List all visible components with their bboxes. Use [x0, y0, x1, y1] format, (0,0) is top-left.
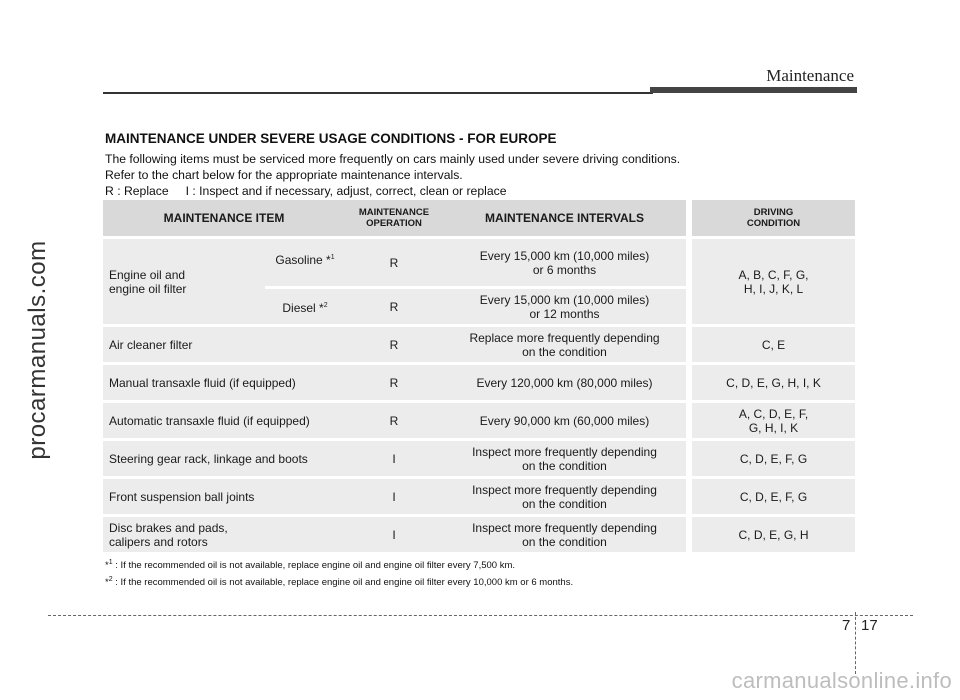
- footnote-ref: 2: [323, 301, 328, 309]
- condition-cell: C, D, E, F, G: [692, 479, 855, 517]
- col-header-condition: [692, 200, 855, 239]
- fuel-label: Diesel *: [282, 300, 324, 315]
- interval-cell: Every 120,000 km (80,000 miles): [443, 365, 686, 403]
- legend-line: R : Replace I : Inspect and if necessary, adjust, correct, clean or replace: [105, 184, 507, 198]
- item-cell: Steering gear rack, linkage and boots: [103, 441, 345, 479]
- col-header-operation: [345, 200, 443, 239]
- interval-cell: [443, 517, 686, 555]
- condition-cell: C, D, E, G, H, I, K: [692, 365, 855, 403]
- col-header-operation-line: OPERATION: [366, 218, 422, 229]
- interval-cell: [443, 479, 686, 517]
- table-row: [103, 327, 855, 365]
- intro-line: The following items must be serviced more frequently on cars mainly used under severe driving conditions.: [105, 152, 681, 166]
- item-cell: Manual transaxle fluid (if equipped): [103, 365, 345, 403]
- table-row: [103, 239, 855, 289]
- footer-divider: [855, 612, 856, 674]
- interval-line: Replace more frequently depending: [469, 330, 660, 345]
- operation-cell: R: [345, 327, 443, 365]
- footer-watermark: carmanualsonline.info: [731, 668, 952, 693]
- interval-line: on the condition: [522, 534, 607, 549]
- interval-line: on the condition: [522, 496, 607, 511]
- condition-line: A, C, D, E, F,: [738, 406, 809, 421]
- table-row: [103, 479, 855, 517]
- operation-cell: R: [345, 289, 443, 327]
- item-line: Air cleaner filter: [109, 337, 193, 352]
- footnote-ref: 1: [108, 559, 113, 566]
- footnote-mark: *: [105, 577, 109, 589]
- interval-line: Inspect more frequently depending: [472, 482, 657, 497]
- footnote-ref: 2: [108, 576, 113, 583]
- item-cell: [103, 517, 345, 555]
- condition-line: G, H, I, K: [748, 420, 799, 435]
- interval-cell: [443, 289, 686, 327]
- chapter-number: 7: [842, 617, 851, 634]
- table-row: [103, 441, 855, 479]
- fuel-label: Gasoline *: [275, 253, 331, 267]
- table-row: [103, 365, 855, 403]
- col-header-operation-line: MAINTENANCE: [358, 207, 430, 218]
- col-header-condition-line: DRIVING: [753, 207, 794, 218]
- footnote: [105, 576, 573, 588]
- condition-cell: [692, 239, 855, 327]
- interval-line: on the condition: [522, 344, 607, 359]
- page-number: 17: [861, 617, 878, 634]
- interval-line: or 12 months: [529, 306, 600, 321]
- operation-cell: I: [345, 479, 443, 517]
- item-cell: Automatic transaxle fluid (if equipped): [103, 403, 345, 441]
- interval-line: Every 15,000 km (10,000 miles): [479, 248, 650, 263]
- interval-cell: [443, 441, 686, 479]
- col-header-condition-line: CONDITION: [746, 218, 801, 229]
- intro-line: Refer to the chart below for the appropriate maintenance intervals.: [105, 168, 463, 182]
- fuel-diesel: [265, 289, 345, 327]
- operation-cell: R: [345, 365, 443, 403]
- page-title: MAINTENANCE UNDER SEVERE USAGE CONDITIONS - FOR EUROPE: [105, 131, 557, 146]
- footnote-text: : If the recommended oil is not available, replace engine oil and engine oil filter every 10,000 km or 6 months.: [112, 577, 574, 589]
- item-cell: [103, 327, 345, 365]
- maintenance-table: [103, 200, 855, 555]
- footnote: [105, 559, 515, 571]
- condition-cell: [692, 403, 855, 441]
- table-header-row: [103, 200, 855, 239]
- side-watermark: procarmanuals.com: [24, 240, 51, 460]
- header-rule: [103, 92, 653, 94]
- condition-line: H, I, J, K, L: [743, 281, 804, 296]
- footnote-text: : If the recommended oil is not available, replace engine oil and engine oil filter every 7,500 km.: [112, 560, 516, 572]
- item-cell: Front suspension ball joints: [103, 479, 345, 517]
- condition-cell: C, E: [692, 327, 855, 365]
- interval-line: Inspect more frequently depending: [472, 444, 657, 459]
- item-line: engine oil filter: [109, 281, 187, 296]
- interval-cell: Every 90,000 km (60,000 miles): [443, 403, 686, 441]
- operation-cell: I: [345, 517, 443, 555]
- condition-line: A, B, C, F, G,: [738, 267, 809, 282]
- item-line: Disc brakes and pads,: [109, 520, 228, 535]
- footer-rule: [48, 615, 913, 616]
- footnote-ref: 1: [330, 254, 335, 261]
- item-engine-oil: [103, 239, 265, 327]
- table-row: [103, 403, 855, 441]
- interval-line: Every 15,000 km (10,000 miles): [479, 292, 650, 307]
- header-rule-accent: [650, 87, 857, 93]
- item-line: Engine oil and: [109, 267, 186, 282]
- fuel-gasoline: [265, 239, 345, 289]
- operation-cell: R: [345, 239, 443, 289]
- col-header-intervals: MAINTENANCE INTERVALS: [443, 200, 686, 239]
- section-header: Maintenance: [766, 66, 854, 85]
- interval-cell: [443, 239, 686, 289]
- item-line: calipers and rotors: [109, 534, 208, 549]
- footnote-mark: *: [105, 560, 109, 572]
- operation-cell: R: [345, 403, 443, 441]
- interval-line: or 6 months: [532, 262, 597, 277]
- condition-cell: C, D, E, F, G: [692, 441, 855, 479]
- condition-cell: C, D, E, G, H: [692, 517, 855, 555]
- col-header-item: MAINTENANCE ITEM: [103, 200, 345, 239]
- interval-line: Inspect more frequently depending: [472, 520, 657, 535]
- interval-cell: [443, 327, 686, 365]
- table-row: [103, 517, 855, 555]
- interval-line: on the condition: [522, 458, 607, 473]
- operation-cell: I: [345, 441, 443, 479]
